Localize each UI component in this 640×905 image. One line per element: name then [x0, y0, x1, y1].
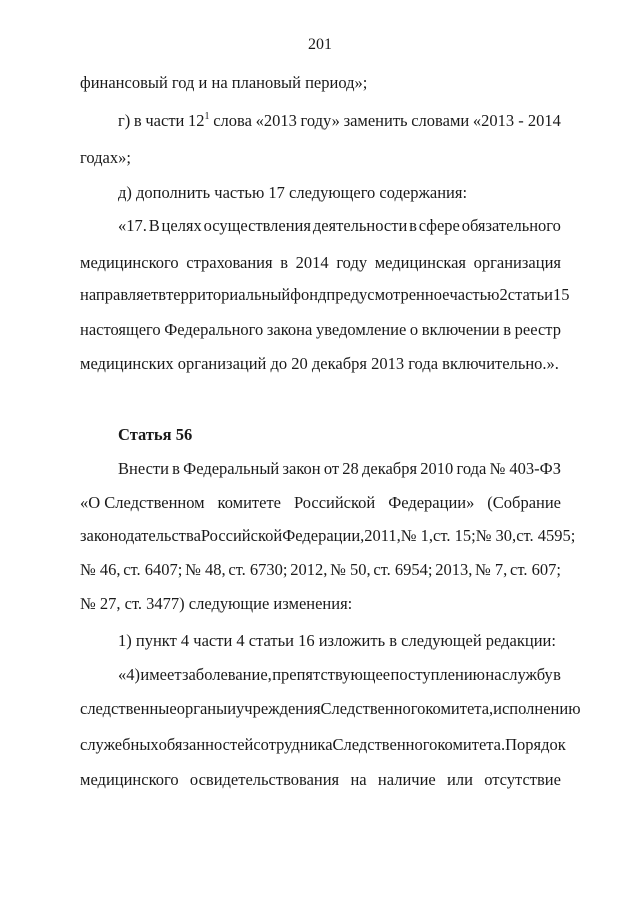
word: реестр: [514, 320, 561, 339]
word: комитета.: [437, 735, 506, 754]
word: «2013: [255, 111, 297, 130]
word: следственные: [80, 699, 177, 718]
article-heading: Статья 56: [118, 425, 193, 444]
word: обязанностей: [158, 735, 254, 754]
word: включении: [421, 320, 500, 339]
word: настоящего: [80, 320, 161, 339]
text-line-7: [80, 285, 570, 305]
text-line-17: [80, 699, 581, 719]
word: или: [447, 770, 473, 789]
word: № 1,: [400, 526, 434, 545]
word: в: [280, 253, 289, 272]
word: уведомление: [315, 320, 407, 339]
text-line-16: [118, 665, 561, 685]
text-line-15: 1) пункт 4 части 4 статьи 16 изложить в следующей редакции:: [118, 631, 556, 650]
word: сотрудника: [253, 735, 333, 754]
text-line-14: № 27, ст. 3477) следующие изменения:: [80, 594, 353, 613]
word: Российской: [293, 493, 376, 512]
word: 2013,: [435, 560, 473, 579]
word: освидетельствования: [189, 770, 340, 789]
word: территориальный: [166, 285, 291, 304]
text-line-11: [80, 493, 561, 513]
word: заменить: [343, 111, 408, 130]
word: № 403-ФЗ: [489, 459, 561, 478]
word: предусмотренное: [326, 285, 450, 304]
word: отсутствие: [484, 770, 561, 789]
word: «2013 - 2014: [472, 111, 561, 130]
word: в: [553, 665, 561, 684]
word: Федерации»: [388, 493, 475, 512]
word: наличие: [377, 770, 436, 789]
superscript: 1: [204, 111, 210, 122]
word: закона: [266, 320, 313, 339]
word: части: [145, 111, 185, 130]
word: году»: [300, 111, 340, 130]
word: обязательного: [461, 216, 561, 235]
word: ст. 15;: [433, 526, 476, 545]
word-with-superscript: [188, 111, 210, 131]
word: в: [172, 459, 180, 478]
word: 15: [552, 285, 570, 304]
word: комитете: [217, 493, 282, 512]
word: № 30,: [475, 526, 517, 545]
word: частью: [449, 285, 500, 304]
word: заболевание,: [181, 665, 272, 684]
word: № 50,: [330, 560, 371, 579]
word: ст. 6954;: [373, 560, 433, 579]
word: года: [456, 459, 487, 478]
text-line-13: [80, 560, 561, 580]
word: учреждения: [236, 699, 321, 718]
word: имеет: [140, 665, 182, 684]
text-line-2: [118, 111, 561, 131]
text-line-12: [80, 526, 576, 546]
word: в: [409, 216, 417, 235]
word: Федеральный: [183, 459, 280, 478]
word: в: [133, 111, 142, 130]
word: на: [485, 665, 502, 684]
word: деятельности: [312, 216, 408, 235]
word: ст. 607;: [510, 560, 561, 579]
word: 2014: [295, 253, 329, 272]
word: 2: [499, 285, 508, 304]
word: слова: [213, 111, 252, 130]
word: Следственного: [332, 735, 438, 754]
word: исполнению: [493, 699, 581, 718]
word: 2010: [420, 459, 454, 478]
word: 2012,: [290, 560, 328, 579]
word: закон: [282, 459, 321, 478]
word: на: [350, 770, 367, 789]
word: Российской: [200, 526, 283, 545]
word: комитета,: [425, 699, 494, 718]
text-line-10: [118, 459, 561, 479]
word: фонд: [290, 285, 327, 304]
text-line-5: [118, 216, 561, 236]
word: поступлению: [390, 665, 485, 684]
word: ст. 4595;: [516, 526, 576, 545]
word: сфере: [418, 216, 460, 235]
word: № 46,: [80, 560, 121, 579]
word: службу: [501, 665, 553, 684]
word: медицинского: [80, 253, 179, 272]
word: и: [227, 699, 237, 718]
page-number: 201: [308, 36, 332, 53]
word: статьи: [507, 285, 553, 304]
word: Внести: [118, 459, 169, 478]
word: «О Следственном: [80, 493, 205, 512]
text-line-18: [80, 735, 566, 755]
word: № 7,: [475, 560, 508, 579]
word: медицинская: [374, 253, 466, 272]
word: году: [336, 253, 368, 272]
text-line-6: [80, 253, 561, 273]
word: 2011,: [364, 526, 401, 545]
word: г): [118, 111, 131, 130]
word: законодательства: [80, 526, 201, 545]
text-line-8: [80, 320, 561, 340]
word: (Собрание: [487, 493, 561, 512]
word: в: [503, 320, 512, 339]
word: 28: [342, 459, 359, 478]
word: Следственного: [320, 699, 426, 718]
text-line-3: годах»;: [80, 148, 131, 167]
word: 12: [188, 111, 205, 130]
word: Федерации,: [282, 526, 365, 545]
word: Федерального: [164, 320, 264, 339]
word: № 48,: [185, 560, 226, 579]
word: словами: [411, 111, 470, 130]
word: Порядок: [505, 735, 566, 754]
text-line-4: д) дополнить частью 17 следующего содержания:: [118, 183, 468, 202]
word: страхования: [186, 253, 273, 272]
word: декабря: [362, 459, 418, 478]
word: медицинского: [80, 770, 179, 789]
word: «17.: [118, 216, 147, 235]
word: В: [148, 216, 160, 235]
word: ст. 6407;: [123, 560, 183, 579]
word: органы: [176, 699, 228, 718]
word: в: [158, 285, 167, 304]
word: «4): [118, 665, 140, 684]
text-line-1: финансовый год и на плановый период»;: [80, 73, 368, 92]
text-line-9: медицинских организаций до 20 декабря 2013 года включительно.».: [80, 354, 559, 373]
word: от: [323, 459, 340, 478]
word: о: [409, 320, 419, 339]
word: служебных: [80, 735, 159, 754]
word: ст. 6730;: [228, 560, 288, 579]
word: осуществления: [203, 216, 311, 235]
word: препятствующее: [272, 665, 391, 684]
word: направляет: [80, 285, 159, 304]
text-line-19: [80, 770, 561, 790]
word: организация: [473, 253, 561, 272]
word: целях: [161, 216, 202, 235]
